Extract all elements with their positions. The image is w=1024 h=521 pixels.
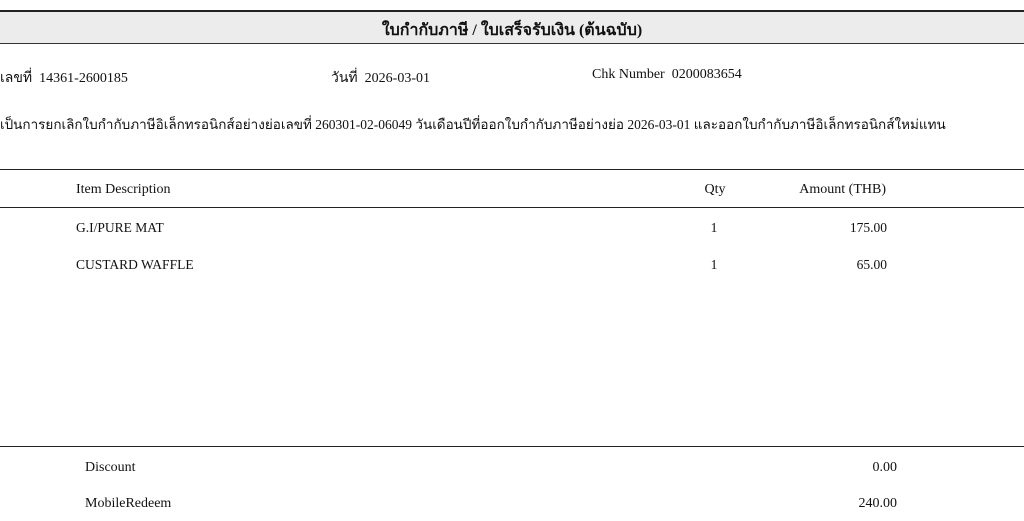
header-qty: Qty <box>704 182 726 197</box>
table-header-rule <box>0 207 1024 208</box>
row-description: CUSTARD WAFFLE <box>76 257 194 272</box>
document-title-bar <box>0 10 1024 44</box>
row-amount: 175.00 <box>849 220 887 235</box>
chk-number-value: 0200083654 <box>671 67 742 82</box>
table-top-rule <box>0 169 1024 170</box>
receipt-number <box>0 67 128 89</box>
totals-top-rule <box>0 446 1024 447</box>
mobileredeem-value: 240.00 <box>858 496 897 511</box>
chk-number-label: Chk Number <box>592 67 665 82</box>
header-item-description: Item Description <box>76 182 171 197</box>
row-amount: 65.00 <box>856 257 887 272</box>
receipt-number-label: เลขที่ <box>0 71 33 86</box>
receipt-number-value: 14361-2600185 <box>39 71 128 86</box>
receipt-date-value: 2026-03-01 <box>364 71 430 86</box>
row-qty: 1 <box>710 220 718 235</box>
receipt-date <box>331 67 430 89</box>
discount-label: Discount <box>85 460 136 475</box>
chk-number <box>592 67 742 83</box>
discount-value: 0.00 <box>872 460 897 475</box>
mobileredeem-label: MobileRedeem <box>85 496 172 511</box>
row-description: G.I/PURE MAT <box>76 220 164 235</box>
header-amount: Amount (THB) <box>799 182 886 197</box>
receipt-date-label: วันที่ <box>331 71 358 86</box>
document-title: ใบกำกับภาษี / ใบเสร็จรับเงิน (ต้นฉบับ) <box>381 22 643 39</box>
row-qty: 1 <box>710 257 718 272</box>
cancellation-note: เป็นการยกเลิกใบกำกับภาษีอิเล็กทรอนิกส์อย่างย่อเลขที่ 260301-02-06049 วันเดือนปีที่ออกใบกำกับภาษีอย่างย่อ 2026-03-01 และออกใบกำกับภาษีอิเล็กทรอนิกส์ใหม่แทน <box>0 117 946 132</box>
